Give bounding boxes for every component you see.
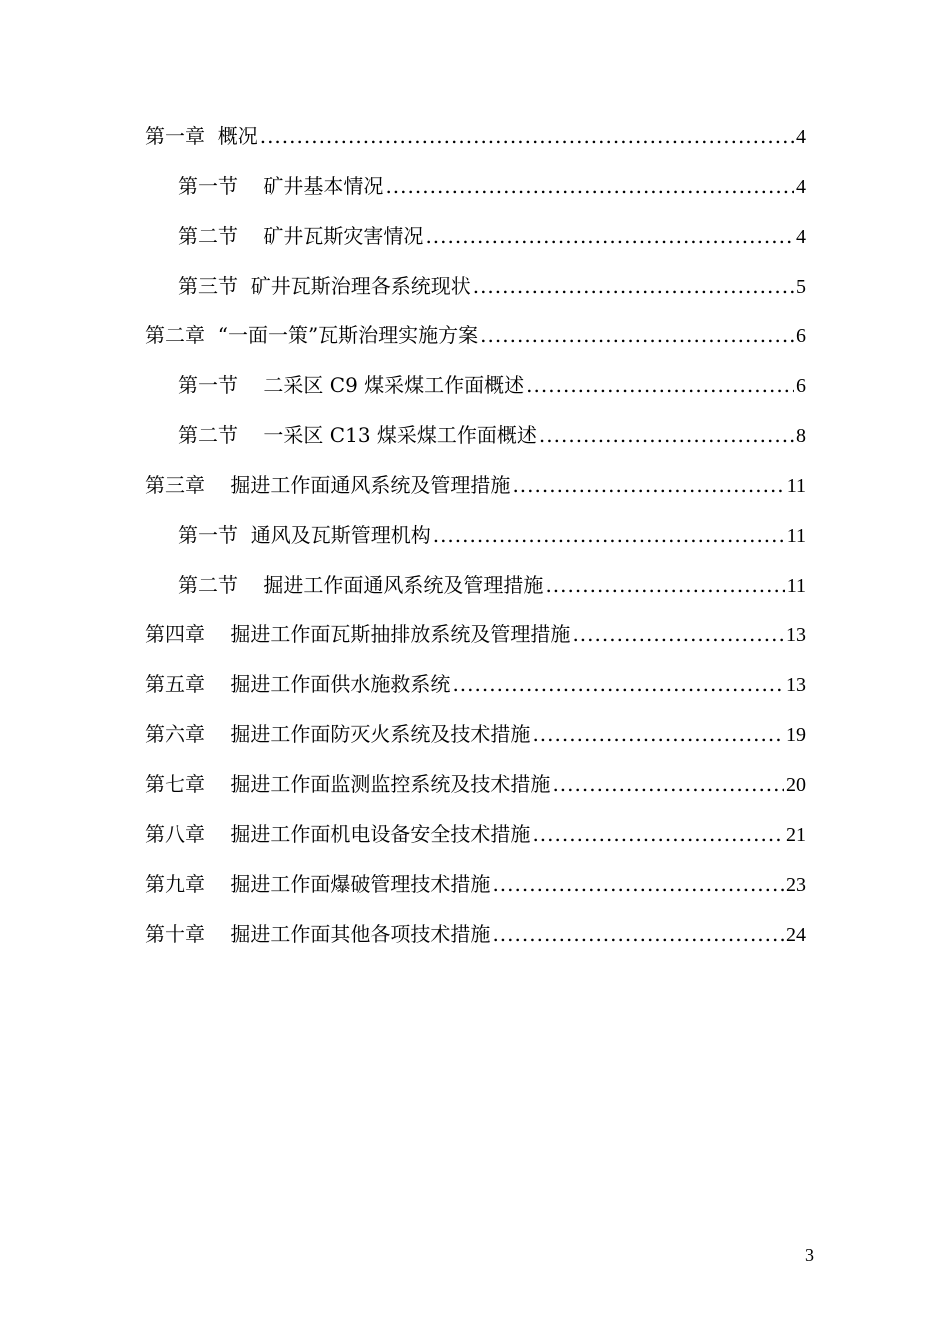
toc-entry-label: 第八章 掘进工作面机电设备安全技术措施 — [145, 822, 531, 846]
toc-leader-dots — [532, 719, 784, 749]
toc-entry-chapter-1[interactable] — [145, 121, 806, 151]
toc-leader-dots — [480, 320, 794, 350]
toc-entry-label: 第二节 一采区 C13 煤采煤工作面概述 — [178, 423, 537, 447]
toc-entry-section-2-1[interactable] — [178, 370, 806, 400]
toc-entry-chapter-3[interactable] — [145, 470, 806, 500]
toc-entry-label: 第九章 掘进工作面爆破管理技术措施 — [145, 872, 491, 896]
toc-entry-label: 第五章 掘进工作面供水施救系统 — [145, 672, 451, 696]
toc-entry-label: 第一节 矿井基本情况 — [178, 174, 384, 198]
toc-entry-chapter-8[interactable] — [145, 819, 806, 849]
toc-entry-chapter-5[interactable] — [145, 669, 806, 699]
toc-leader-dots — [545, 570, 784, 600]
toc-entry-page: 5 — [796, 276, 806, 298]
toc-entry-section-1-1[interactable] — [178, 171, 806, 201]
toc-entry-page: 13 — [786, 674, 806, 696]
toc-entry-label: 第一章 概况 — [145, 124, 258, 148]
toc-entry-section-1-2[interactable] — [178, 221, 806, 251]
toc-entry-page: 11 — [786, 475, 806, 497]
toc-entry-chapter-2[interactable] — [145, 320, 806, 350]
toc-entry-label: 第十章 掘进工作面其他各项技术措施 — [145, 922, 491, 946]
toc-leader-dots — [260, 121, 794, 151]
toc-entry-page: 4 — [796, 126, 806, 148]
toc-leader-dots — [492, 919, 784, 949]
toc-leader-dots — [473, 271, 794, 301]
toc-entry-page: 24 — [786, 924, 806, 946]
toc-entry-label: 第三节 矿井瓦斯治理各系统现状 — [178, 274, 471, 298]
toc-entry-label: 第一节 通风及瓦斯管理机构 — [178, 523, 431, 547]
toc-entry-chapter-4[interactable] — [145, 619, 806, 649]
toc-entry-page: 6 — [796, 375, 806, 397]
toc-leader-dots — [385, 171, 794, 201]
toc-entry-section-3-2[interactable] — [178, 570, 806, 600]
toc-entry-label: 第二节 矿井瓦斯灾害情况 — [178, 224, 424, 248]
toc-leader-dots — [552, 769, 784, 799]
toc-leader-dots — [433, 520, 785, 550]
toc-entry-label: 第四章 掘进工作面瓦斯抽排放系统及管理措施 — [145, 622, 571, 646]
toc-leader-dots — [492, 869, 784, 899]
toc-entry-label: 第一节 二采区 C9 煤采煤工作面概述 — [178, 373, 525, 397]
toc-entry-label: 第六章 掘进工作面防灭火系统及技术措施 — [145, 722, 531, 746]
toc-entry-section-3-1[interactable] — [178, 520, 806, 550]
toc-entry-page: 6 — [796, 325, 806, 347]
toc-leader-dots — [425, 221, 794, 251]
toc-leader-dots — [452, 669, 784, 699]
page-number: 3 — [805, 1245, 814, 1265]
toc-entry-page: 20 — [786, 774, 806, 796]
toc-leader-dots — [539, 420, 794, 450]
toc-entry-page: 23 — [786, 874, 806, 896]
toc-entry-label: 第三章 掘进工作面通风系统及管理措施 — [145, 473, 511, 497]
toc-entry-chapter-10[interactable] — [145, 919, 806, 949]
toc-entry-label: 第七章 掘进工作面监测监控系统及技术措施 — [145, 772, 551, 796]
toc-entry-page: 4 — [796, 176, 806, 198]
toc-entry-section-2-2[interactable] — [178, 420, 806, 450]
toc-entry-chapter-6[interactable] — [145, 719, 806, 749]
toc-entry-chapter-9[interactable] — [145, 869, 806, 899]
toc-entry-label: 第二章 “一面一策”瓦斯治理实施方案 — [145, 323, 479, 347]
toc-leader-dots — [532, 819, 784, 849]
toc-leader-dots — [572, 619, 784, 649]
toc-entry-page: 11 — [786, 575, 806, 597]
toc-entry-section-1-3[interactable] — [178, 271, 806, 301]
toc-entry-page: 19 — [786, 724, 806, 746]
toc-leader-dots — [526, 370, 794, 400]
toc-entry-page: 8 — [796, 425, 806, 447]
toc-entry-page: 13 — [786, 624, 806, 646]
toc-entry-page: 11 — [786, 525, 806, 547]
toc-entry-page: 21 — [786, 824, 806, 846]
toc-leader-dots — [512, 470, 784, 500]
toc-entry-label: 第二节 掘进工作面通风系统及管理措施 — [178, 573, 544, 597]
toc-entry-chapter-7[interactable] — [145, 769, 806, 799]
toc-entry-page: 4 — [796, 226, 806, 248]
